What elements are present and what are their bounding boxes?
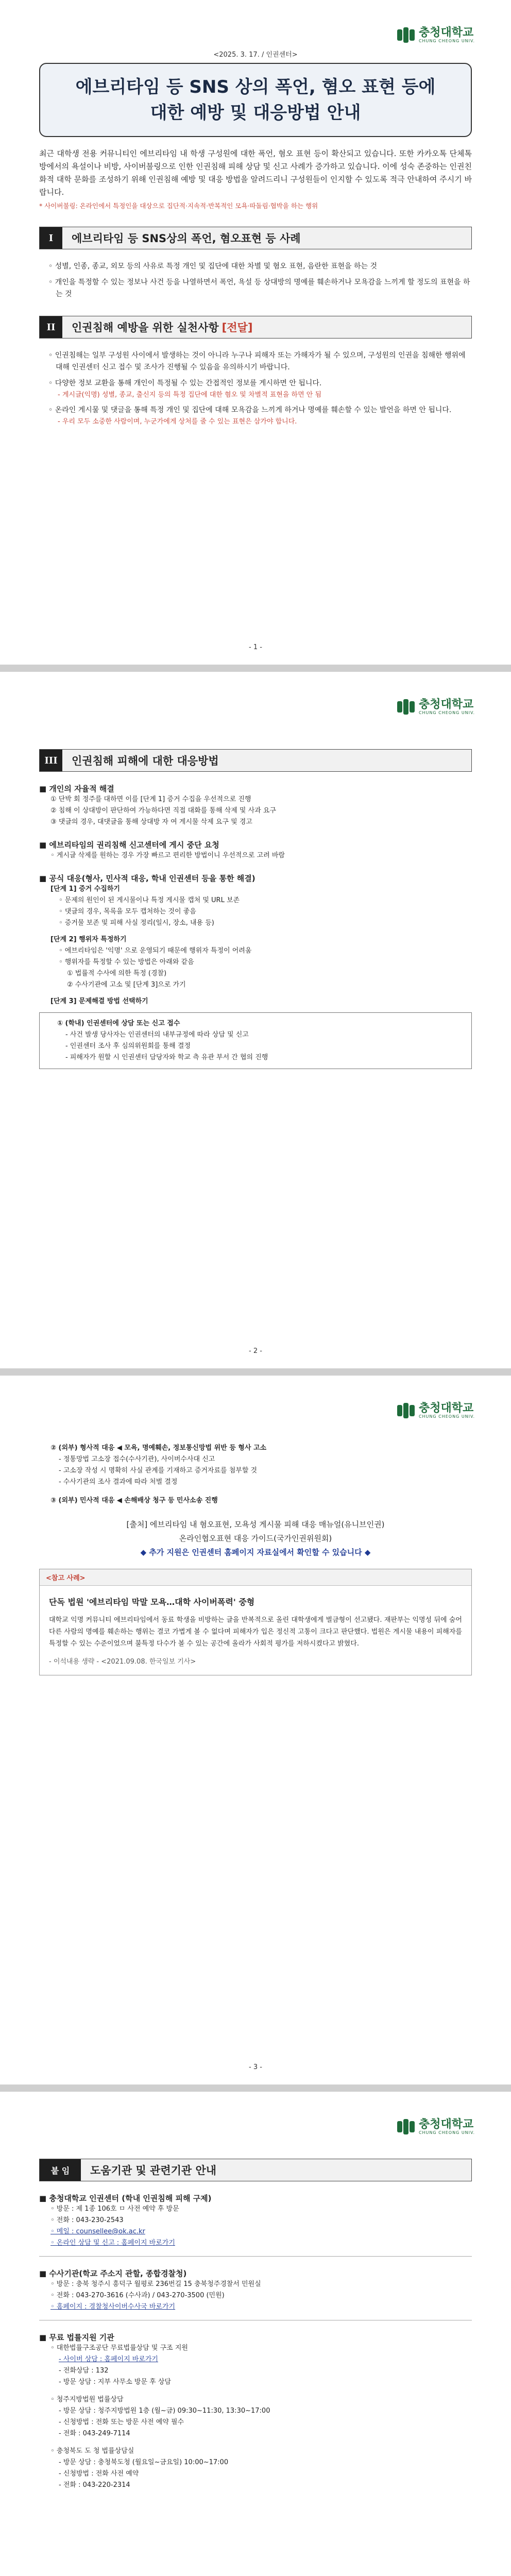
legal-aid-link[interactable]: - 사이버 상담 : 홈페이지 바로가기 [59,2355,158,2363]
sec2-red-note-1: - 게시글(익명) 성별, 종교, 출신지 등의 특정 집단에 대한 혐오 및 차별적 표현을 하면 안 됨 [58,391,322,399]
intro-paragraph: 최근 대학생 전용 커뮤니티인 에브리타임 내 학생 구성원에 대한 폭언, 혐오 표현 등이 확산되고 있습니다. 또한 카카오톡 단체톡방에서의 욕설이나 비방, 사이버불링으로 인한 인권침해 피해 상담 및 신고 사례가 증가하고 있습니다. 이에 성숙 존중하는 인권친화적 대학 문화를 조성하기 위해 인권침해 예방 및 대응 방법을 알려드리니 구성원들이 인지할 수 있도록 적극 안내하여 주시기 바랍니다. [39,149,472,197]
step-2-title: [단계 2] 행위자 특정하기 [50,936,127,943]
page-number-2: - 2 - [249,1347,262,1355]
source-line-3: ◆ 추가 지원은 인권센터 홈페이지 자료실에서 확인할 수 있습니다 ◆ [140,1548,371,1557]
sec2-red-note-2: - 우리 모두 소중한 사람이며, 누군가에게 상처를 줄 수 있는 표현은 삼가야 합니다. [58,418,297,426]
logo-name: 충청대학교 [418,1401,474,1415]
logo [397,1402,475,1419]
org-3-line-10: - 방문 상담 : 충청북도청 (월요일~금요일) 10:00~17:00 [59,2459,229,2466]
logo [397,699,475,715]
section-1-title: 에브리타임 등 SNS상의 폭언, 혐오표현 등 사례 [62,227,471,249]
source-block [39,1518,472,1560]
step-3-line-3: - 인권센터 조사 후 심의위원회를 통해 결정 [65,1042,191,1050]
org-3-title: ■ 무료 법률지원 기관 [39,2333,114,2342]
logo [397,2119,475,2135]
university-logo-icon [397,1403,415,1418]
p2-b-line-1: ◦ 게시글 삭제를 원하는 경우 가장 빠르고 편리한 방법이니 우선적으로 고려 바람 [50,852,285,859]
org-3-line-7: - 신청방법 : 전화 또는 방문 사전 예약 필수 [59,2418,184,2426]
org-3-line-1: ◦ 대한법률구조공단 무료법률상담 및 구조 지원 [50,2344,188,2352]
heading-official-response: ■ 공식 대응(형사, 민사적 대응, 학내 인권센터 등을 통한 해결) [39,874,256,883]
org-1-line-3 [39,2226,472,2238]
title-line-1: 에브리타임 등 SNS 상의 폭언, 혐오 표현 등에 [75,77,436,97]
section-3-header [39,749,472,772]
logo-name: 충청대학교 [418,698,474,711]
step-2-line-2: ◦ 행위자를 특정할 수 있는 방법은 아래와 같음 [59,958,194,966]
p3-line-5: ③ (외부) 민사적 대응 ◀ 손해배상 청구 등 민사소송 진행 [50,1497,218,1504]
article-body: 대학교 익명 커뮤니티 에브리타임에서 동료 학생을 비방하는 글을 반복적으로 올린 대학생에게 벌금형이 선고됐다. 재판부는 익명성 뒤에 숨어 다른 사람의 명예를 훼손하는 행위는 결코 가볍게 볼 수 없다며 피해자가 입은 정신적 고통이 크다고 판단했다. 법원은 게시물 내용이 피해자를 특정할 수 있는 수준이었으며 불특정 다수가 볼 수 있는 공간에 올라가 사회적 평가를 저하시켰다고 밝혔다. [49,1616,462,1648]
human-rights-center-link[interactable]: ◦ 온라인 상담 및 신고 : 홈페이지 바로가기 [50,2239,175,2247]
section-2-title-text: 인권침해 예방을 위한 실천사항 [72,321,219,334]
section-4-number: 붙 임 [40,2159,81,2181]
article-title: 단독 법원 '에브리타임 막말 모욕…대학 사이버폭력' 중형 [49,1597,255,1607]
section-2-tag: [전달] [222,321,253,334]
section-4-header [39,2159,472,2181]
step-3-box [39,1012,472,1069]
intro-note: * 사이버불링: 온라인에서 특정인을 대상으로 집단적·지속적·반복적인 모욕·따돌림·협박을 하는 행위 [39,202,318,210]
page-1 [0,0,511,665]
logo-sub: CHUNG CHEONG UNIV. [418,1414,475,1419]
org-2-line-2: ◦ 전화 : 043-270-3616 (수사과) / 043-270-3500 (민원) [50,2292,225,2299]
org-3-line-8: - 전화 : 043-249-7114 [59,2430,130,2437]
sec1-item-2: ◦ 개인을 특정할 수 있는 정보나 사건 등을 나열하면서 폭언, 욕설 등 상대방의 명예를 훼손하거나 모욕감을 느끼게 할 정도의 표현을 하는 것 [48,278,470,298]
p3-line-2: - 정통망법 고소장 접수(수사기관), 사이버수사대 신고 [59,1455,215,1463]
logo-sub: CHUNG CHEONG UNIV. [418,710,475,715]
sec2-item-2: ◦ 온라인 게시물 및 댓글을 통해 특정 개인 및 집단에 대해 모욕감을 느끼게 하거나 명예를 훼손할 수 있는 발언을 하면 안 됩니다. [48,406,452,414]
org-3-line-6: - 방문 상담 : 청주지방법원 1층 (월~금) 09:30~11:30, 13:30~17:00 [59,2407,270,2415]
page-number-1: - 1 - [249,643,262,651]
p2-a-line-2: ② 침해 이 상대방이 판단하여 가능하다면 직접 대화를 통해 삭제 및 사과 요구 [50,807,276,815]
org-1-line-1: ◦ 방문 : 제 1종 106호 ㅁ 사전 예약 후 방문 [50,2205,179,2213]
org-3-line-12: - 전화 : 043-220-2314 [59,2481,130,2489]
page-2 [0,672,511,1368]
org-1-line-2: ◦ 전화 : 043-230-2543 [50,2216,124,2224]
org-1-title: ■ 충청대학교 인권센터 (학내 인권침해 피해 구제) [39,2194,212,2203]
document-date: <2025. 3. 17. / 인권센터> [213,51,298,59]
org-2-line-1: ◦ 방문 : 충북 청주시 흥덕구 월평로 236번길 15 충북청주경찰서 민원실 [50,2280,261,2288]
article-head: <참고 사례> [40,1569,471,1586]
heading-everytime-report: ■ 에브리타임의 권리침해 신고센터에 게시 중단 요청 [39,840,219,850]
org-3-line-5: ◦ 청주지방법원 법률상담 [50,2396,124,2403]
logo-name: 충청대학교 [418,26,474,39]
step-3-line-1: ① (학내) 인권센터에 상담 또는 신고 접수 [57,1020,180,1027]
heading-self-resolution: ■ 개인의 자율적 해결 [39,784,114,793]
section-3-number: III [40,750,62,771]
p2-a-line-1: ① 단박 회 정주를 대하면 이를 [단계 1] 증거 수집을 우선적으로 진행 [50,795,251,803]
step-3-line-2: - 사건 발생 당사자는 인권센터의 내부규정에 따라 상담 및 신고 [65,1031,249,1039]
org-3-line-9: ◦ 충청북도 도 청 법률상담실 [50,2447,134,2455]
section-1-header [39,227,472,249]
logo-sub: CHUNG CHEONG UNIV. [418,39,475,43]
org-3-line-4: - 방문 상담 : 지부 사무소 방문 후 상담 [59,2378,171,2386]
p3-line-4: - 수사기관의 조사 결과에 따라 처벌 결정 [59,1478,178,1486]
university-logo-icon [397,27,415,43]
email-link[interactable]: ◦ 메일 : counsellee@ok.ac.kr [50,2228,145,2235]
source-line-1: [출처] 에브리타임 내 혐오표현, 모욕성 게시물 피해 대응 매뉴얼(유니브인권) [126,1520,385,1529]
logo-name: 충청대학교 [418,2117,474,2131]
page-number-3: - 3 - [249,2063,262,2071]
p3-line-3: - 고소장 작성 시 명확히 사실 관계를 기재하고 증거자료를 첨부할 것 [59,1467,258,1475]
sec1-item-1: ◦ 성별, 인종, 종교, 외모 등의 사유로 특정 개인 및 집단에 대한 차별 및 혐오 표현, 음란한 표현을 하는 것 [48,262,378,270]
title-box [39,63,472,137]
org-2-line-3 [39,2301,472,2313]
sec2-intro: ◦ 인권침해는 일부 구성원 사이에서 발생하는 것이 아니라 누구나 피해자 또는 가해자가 될 수 있으며, 구성원의 인권을 침해한 행위에 대해 인권센터 신고 접수 및 조사가 진행될 수 있음을 유의하시기 바랍니다. [48,351,466,371]
logo [397,27,475,43]
section-3-title: 인권침해 피해에 대한 대응방법 [62,750,471,771]
org-3-line-2 [39,2354,472,2365]
divider [39,2256,472,2257]
section-4-title: 도움기관 및 관련기관 안내 [81,2159,471,2181]
org-3-line-11: - 신청방법 : 전화 사전 예약 [59,2470,139,2478]
reference-article [39,1569,472,1675]
section-2-number: II [40,316,62,338]
section-2-header [39,316,472,338]
university-logo-icon [397,699,415,715]
page-4 [0,2092,511,2576]
title-line-2: 대한 예방 및 대응방법 안내 [150,103,361,123]
step-2-line-4: ② 수사기관에 고소 및 [단계 3]으로 가기 [67,981,186,989]
step-3-title: [단계 3] 문제해결 방법 선택하기 [50,997,148,1005]
p2-a-line-3: ③ 댓글의 경우, 대댓글을 통해 상대방 자 여 게시물 삭제 요구 및 경고 [50,818,252,826]
org-1-line-4 [39,2238,472,2249]
page-3 [0,1376,511,2084]
section-1-number: I [40,227,62,249]
org-2-title: ■ 수사기관(학교 주소지 관할, 종합경찰청) [39,2269,187,2278]
logo-sub: CHUNG CHEONG UNIV. [418,2130,475,2135]
step-1-line-2: ◦ 댓글의 경우, 목록을 모두 캡처하는 것이 좋음 [59,908,196,916]
sec2-item-1: ◦ 다양한 정보 교환을 통해 개인이 특정될 수 있는 간접적인 정보를 게시하면 안 됩니다. [48,379,322,387]
step-3-line-4: - 피해자가 원할 시 인권센터 담당자와 학교 측 유관 부서 간 협의 진행 [65,1054,268,1061]
step-1-title: [단계 1] 증거 수집하기 [50,885,120,893]
step-1-line-3: ◦ 증거물 보존 및 피해 사실 정리(일시, 장소, 내용 등) [59,919,214,927]
section-2-title [62,316,471,338]
p3-line-1: ② (외부) 형사적 대응 ◀ 모욕, 명예훼손, 정보통신망법 위반 등 형사 고소 [50,1444,267,1452]
step-2-line-1: ◦ 에브리타임은 '익명' 으로 운영되기 때문에 행위자 특정이 어려움 [59,947,252,955]
university-logo-icon [397,2119,415,2134]
article-source: - 이석내용 생략 - <2021.09.08. 한국일보 기사> [49,1658,196,1666]
police-link[interactable]: ◦ 홈페이지 : 경찰청사이버수사국 바로가기 [50,2303,176,2311]
org-3-line-3: - 전화상담 : 132 [59,2367,109,2375]
step-1-line-1: ◦ 문제의 원인이 된 게시물이나 특정 게시물 캡처 및 URL 보존 [59,896,240,904]
step-2-line-3: ① 법률적 수사에 의한 특정 (경찰) [67,970,167,977]
source-line-2: 온라인협오표현 대응 가이드(국가인권위원회) [179,1534,332,1543]
